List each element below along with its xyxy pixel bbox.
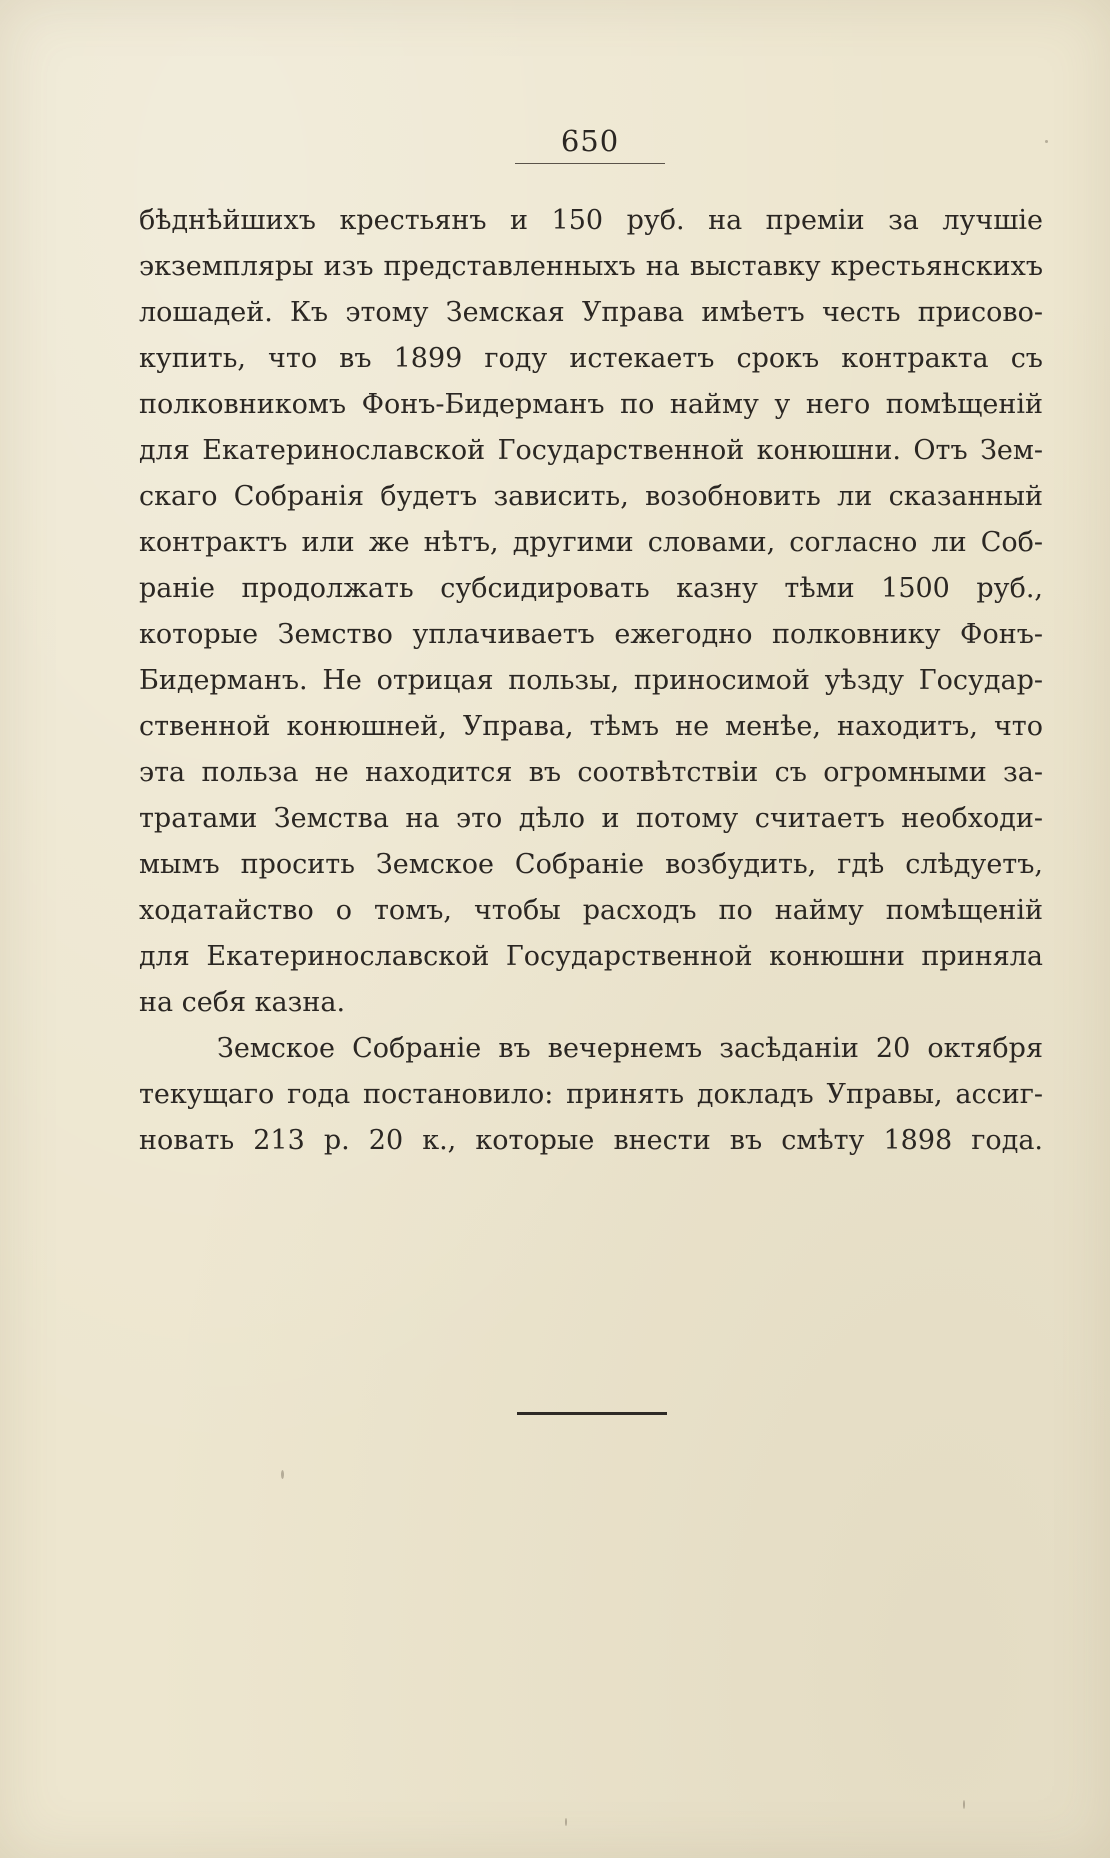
paper-speck	[963, 1800, 965, 1809]
text-line: которые Земство уплачиваетъ ежегодно полковнику Фонъ-	[139, 619, 1043, 650]
paper-speck	[565, 1818, 567, 1826]
text-line: Бидерманъ. Не отрицая пользы, приносимой уѣзду Государ-	[139, 665, 1043, 696]
text-line: текущаго года постановило: принять докладъ Управы, ассиг-	[139, 1079, 1043, 1110]
text-line: полковникомъ Фонъ-Бидерманъ по найму у него помѣщеній	[139, 389, 1043, 420]
text-line: купить, что въ 1899 году истекаетъ срокъ контракта съ	[139, 343, 1043, 374]
paper-speck	[281, 1470, 284, 1479]
text-line: ственной конюшней, Управа, тѣмъ не менѣе, находитъ, что	[139, 711, 1043, 742]
text-line: бѣднѣйшихъ крестьянъ и 150 руб. на преміи за лучшіе	[139, 205, 1043, 236]
end-rule	[517, 1412, 667, 1415]
body-text	[139, 198, 1043, 1164]
text-line: тратами Земства на это дѣло и потому считаетъ необходи-	[139, 803, 1043, 834]
text-line: раніе продолжать субсидировать казну тѣми 1500 руб.,	[139, 573, 1043, 604]
header-rule	[515, 163, 665, 164]
text-line: для Екатеринославской Государственной конюшни. Отъ Зем-	[139, 435, 1043, 466]
paper-speck	[1045, 140, 1048, 143]
text-line: экземпляры изъ представленныхъ на выставку крестьянскихъ	[139, 251, 1043, 282]
paragraph-2	[139, 1026, 1043, 1164]
text-line: мымъ просить Земское Собраніе возбудить, гдѣ слѣдуетъ,	[139, 849, 1043, 880]
text-line: новать 213 р. 20 к., которые внести въ смѣту 1898 года.	[139, 1125, 1043, 1156]
paragraph-1	[139, 198, 1043, 1026]
text-line: лошадей. Къ этому Земская Управа имѣетъ честь присово-	[139, 297, 1043, 328]
text-line: на себя казна.	[139, 987, 346, 1018]
page-number: 650	[560, 124, 620, 158]
text-line: для Екатеринославской Государственной конюшни приняла	[139, 941, 1043, 972]
text-line: Земское Собраніе въ вечернемъ засѣданіи 20 октября	[217, 1033, 1043, 1064]
text-line: ходатайство о томъ, чтобы расходъ по найму помѣщеній	[139, 895, 1043, 926]
text-line: скаго Собранія будетъ зависить, возобновить ли сказанный	[139, 481, 1043, 512]
text-line: контрактъ или же нѣтъ, другими словами, согласно ли Соб-	[139, 527, 1043, 558]
text-line: эта польза не находится въ соотвѣтствіи съ огромными за-	[139, 757, 1043, 788]
